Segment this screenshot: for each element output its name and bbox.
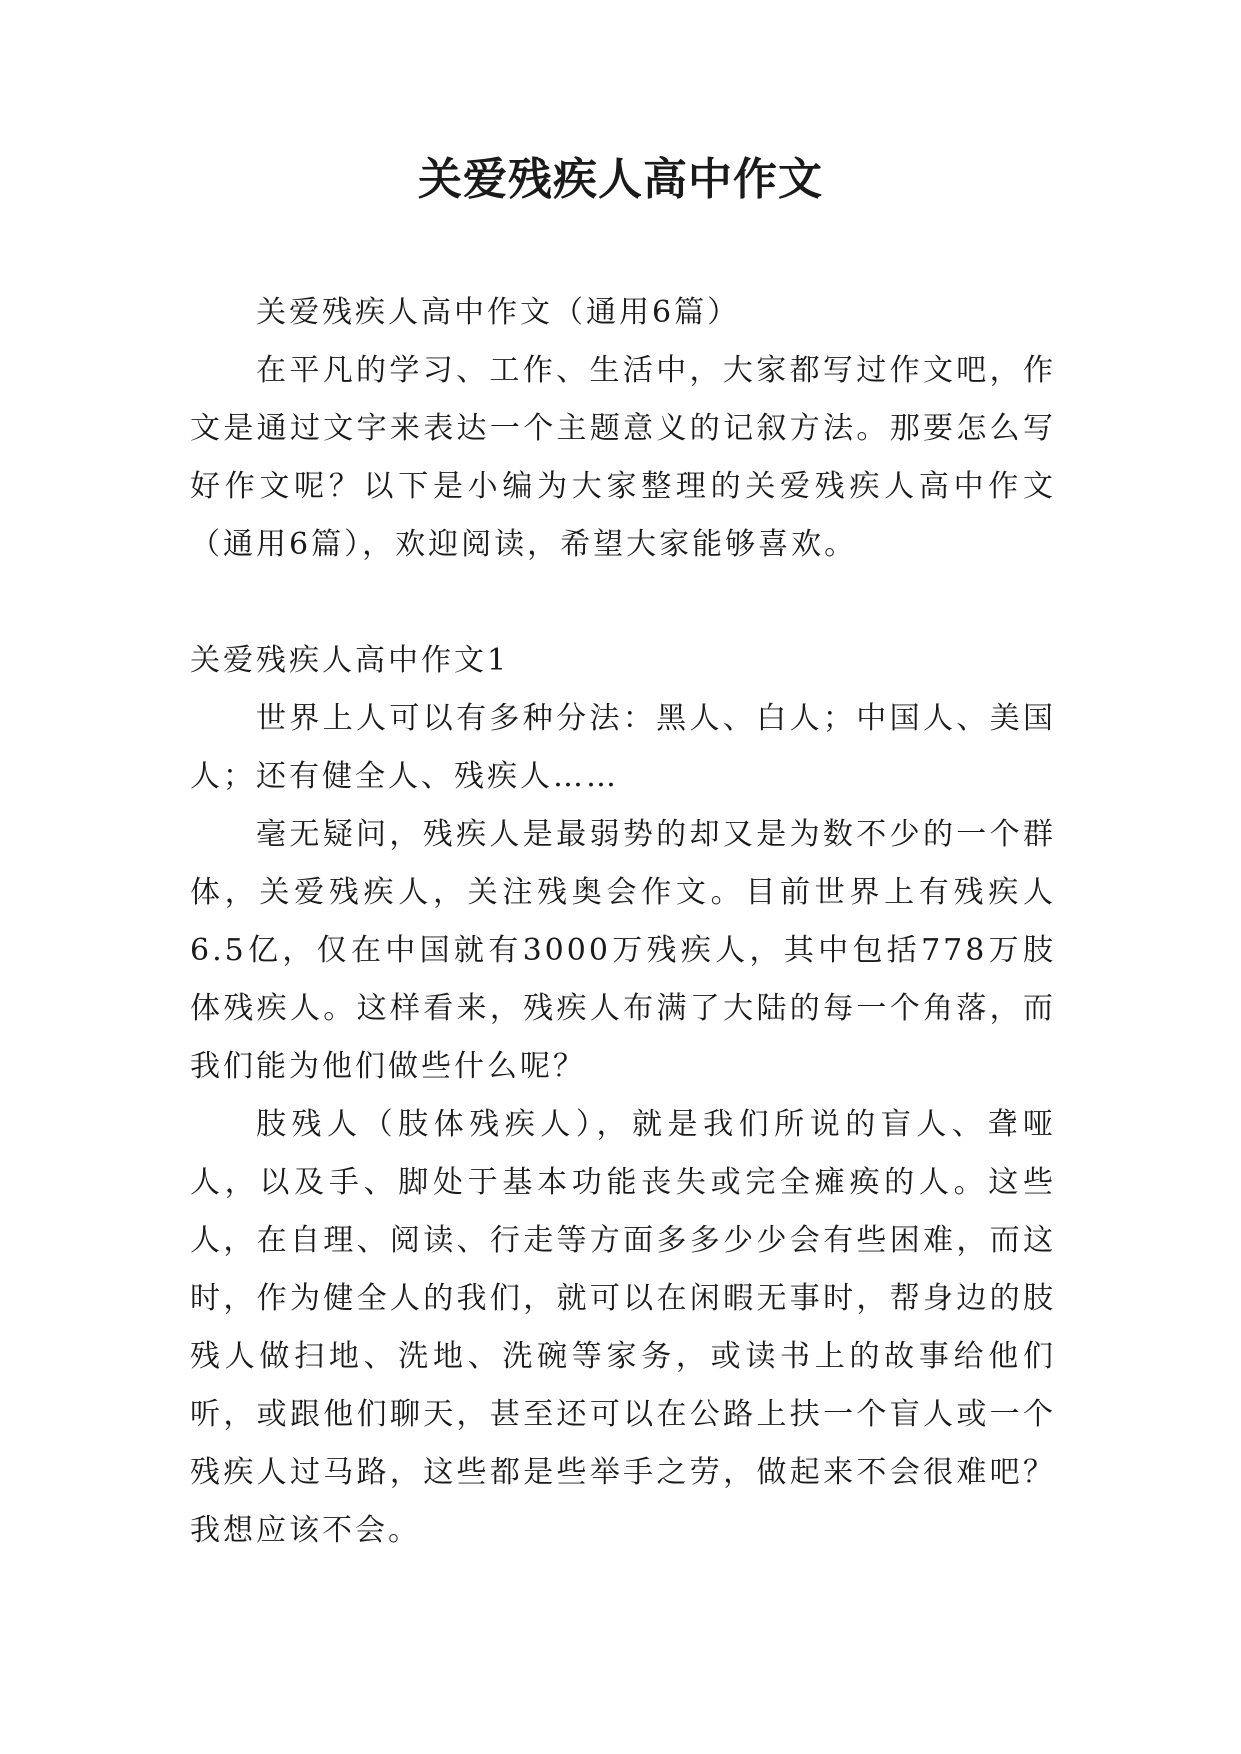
document-subtitle: 关爱残疾人高中作文（通用6篇） xyxy=(256,295,741,330)
document-title: 关爱残疾人高中作文 xyxy=(418,154,823,205)
document-body xyxy=(190,284,1056,1560)
body-paragraph-1: 世界上人可以有多种分法：黑人、白人；中国人、美国人；还有健全人、残疾人…… xyxy=(190,701,1056,794)
body-paragraph-3: 肢残人（肢体残疾人），就是我们所说的盲人、聋哑人，以及手、脚处于基本功能丧失或完全瘫痪的人。这些人，在自理、阅读、行走等方面多多少少会有些困难，而这时，作为健全人的我们，就可以在闲暇无事时，帮身边的肢残人做扫地、洗地、洗碗等家务，或读书上的故事给他们听，或跟他们聊天，甚至还可以在公路上扶一个盲人或一个残疾人过马路，这些都是些举手之劳，做起来不会很难吧？我想应该不会。 xyxy=(190,1107,1056,1548)
body-paragraph-2: 毫无疑问，残疾人是最弱势的却又是为数不少的一个群体，关爱残疾人，关注残奥会作文。目前世界上有残疾人6.5亿，仅在中国就有3000万残疾人，其中包括778万肢体残疾人。这样看来，残疾人布满了大陆的每一个角落，而我们能为他们做些什么呢？ xyxy=(190,817,1056,1084)
section-heading: 关爱残疾人高中作文1 xyxy=(190,643,510,678)
intro-paragraph: 在平凡的学习、工作、生活中，大家都写过作文吧，作文是通过文字来表达一个主题意义的记叙方法。那要怎么写好作文呢？以下是小编为大家整理的关爱残疾人高中作文（通用6篇），欢迎阅读，希望大家能够喜欢。 xyxy=(190,353,1056,562)
